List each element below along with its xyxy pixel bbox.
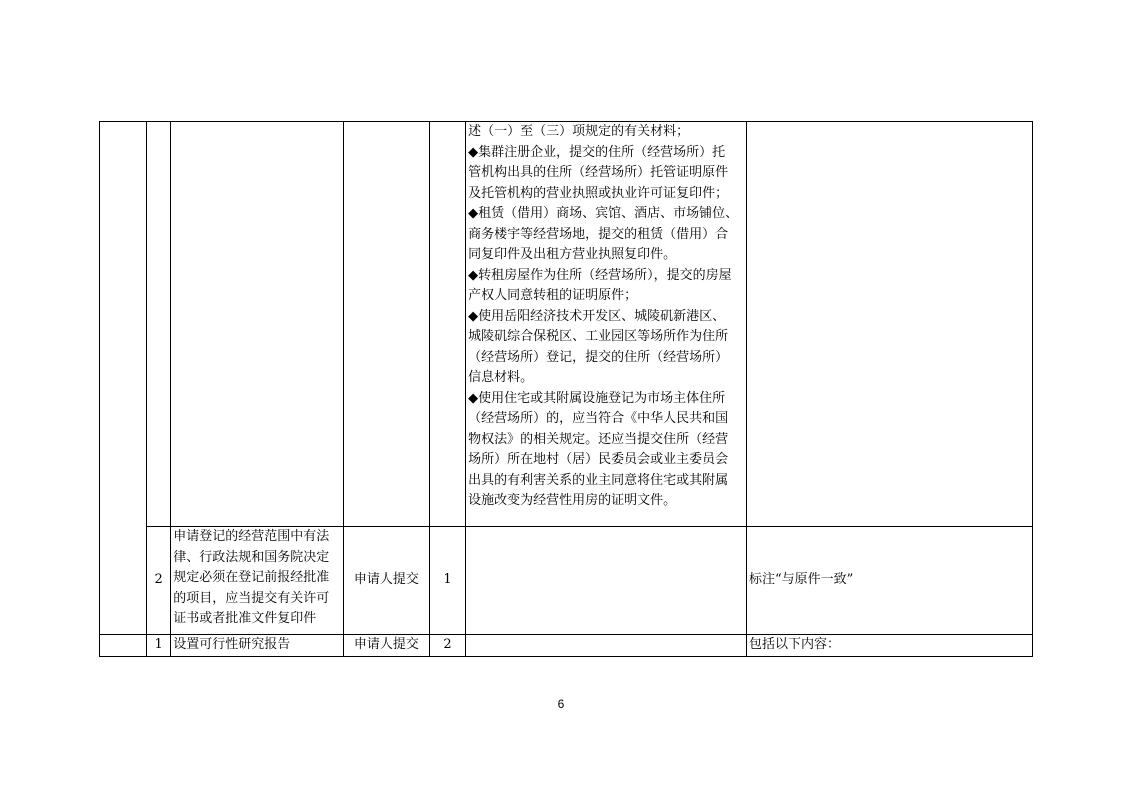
text-line: 管机构出具的住所（经营场所）托管证明原件: [468, 165, 729, 180]
requirements-cell: [466, 527, 747, 635]
note-cell: 包括以下内容：: [747, 635, 1033, 657]
text-line: 申请登记的经营范围中有法: [173, 529, 330, 544]
category-cell: [100, 635, 147, 657]
text-line: 证书或者批准文件复印件: [173, 611, 317, 626]
text-line: 出具的有利害关系的业主同意将住宅或其附属: [468, 472, 729, 488]
copies-cell: 2: [430, 635, 466, 657]
text-line: 述（一）至（三）项规定的有关材料；: [468, 124, 690, 139]
table-row: [100, 527, 1033, 635]
material-cell: 设置可行性研究报告: [171, 635, 344, 657]
text-line: 的项目，应当提交有关许可: [173, 590, 330, 606]
source-cell: 申请人提交: [343, 635, 429, 657]
page-number: 6: [557, 697, 565, 711]
text-line: 规定必须在登记前报经批准: [173, 570, 330, 585]
text-line: ◆使用住宅或其附属设施登记为市场主体住所: [468, 390, 726, 406]
text-line: ◆使用岳阳经济技术开发区、城陵矶新港区、: [468, 308, 726, 324]
text-line: ◆集群注册企业，提交的住所（经营场所）托: [468, 144, 726, 160]
material-cell: [171, 527, 344, 635]
index-cell: 2: [147, 527, 171, 635]
text-line: ◆转租房屋作为住所（经营场所），提交的房屋: [468, 267, 732, 283]
requirements-cell: [466, 635, 747, 657]
materials-table: [99, 121, 1033, 657]
text-line: 同复印件及出租方营业执照复印件。: [468, 247, 677, 262]
table-row: [100, 635, 1033, 657]
copies-cell: [430, 122, 466, 527]
index-cell: 1: [147, 635, 171, 657]
source-cell: 申请人提交: [343, 527, 429, 635]
material-cell: [171, 122, 344, 527]
text-line: 城陵矶综合保税区、工业园区等场所作为住所: [468, 329, 729, 344]
text-line: 场所）所在地村（居）民委员会或业主委员会: [468, 452, 729, 467]
requirements-cell: [466, 122, 747, 527]
copies-cell: 1: [430, 527, 466, 635]
text-line: （经营场所）的，应当符合《中华人民共和国: [468, 411, 729, 426]
text-line: 物权法》的相关规定。还应当提交住所（经营: [468, 431, 729, 447]
category-cell: [100, 122, 147, 635]
text-line: 产权人同意转租的证明原件；: [468, 288, 638, 303]
text-line: 信息材料。: [468, 370, 534, 385]
text-line: 商务楼宇等经营场地，提交的租赁（借用）合: [468, 226, 729, 242]
index-cell: [147, 122, 171, 527]
source-cell: [343, 122, 429, 527]
text-line: 及托管机构的营业执照或执业许可证复印件；: [468, 185, 729, 201]
text-line: 设施改变为经营性用房的证明文件。: [468, 493, 677, 508]
table-row: [100, 122, 1033, 527]
note-cell: 标注“与原件一致”: [747, 527, 1033, 635]
note-cell: [747, 122, 1033, 527]
text-line: 律、行政法规和国务院决定: [173, 549, 330, 565]
text-line: ◆租赁（借用）商场、宾馆、酒店、市场铺位、: [468, 206, 739, 221]
text-line: （经营场所）登记，提交的住所（经营场所）: [468, 349, 729, 365]
